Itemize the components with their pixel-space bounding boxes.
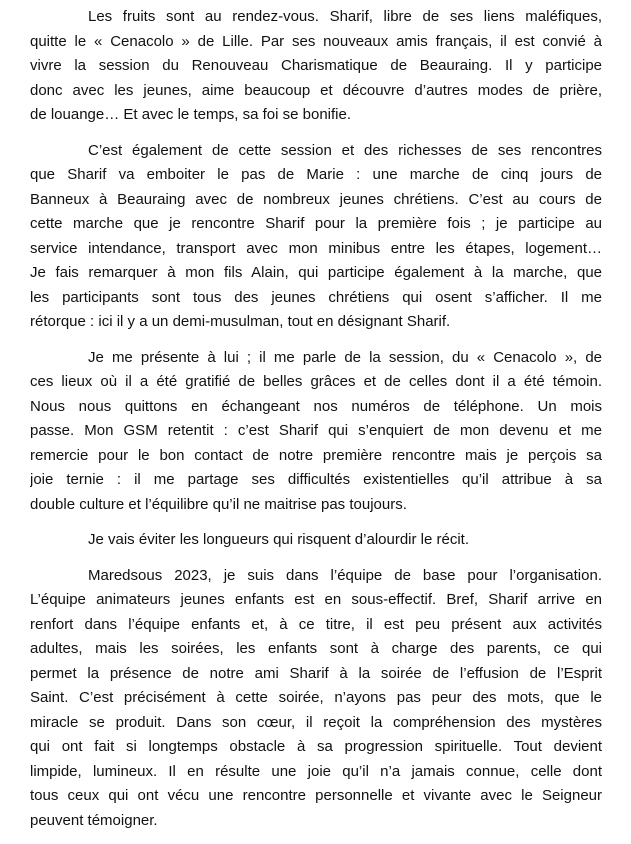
text-line: limpide, lumineux. Il en résulte une joie qu’il n’a jamais connue, celle dont — [30, 762, 602, 780]
text-line: qui ont fait si longtemps obstacle à sa progression spirituelle. Tout devient — [30, 738, 602, 755]
text-line: vivre la session du Renouveau Charismatique de Beauraing. Il y participe — [30, 57, 602, 74]
text-line: de louange… Et avec le temps, sa foi se bonifie. — [30, 106, 352, 123]
document-page — [30, 5, 602, 844]
text-line: joie ternie : il me partage ses difficultés existentielles qu’il attribue à sa — [30, 471, 602, 488]
text-line: Banneux à Beauraing avec de nombreux jeunes chrétiens. C’est au cours de — [30, 190, 602, 208]
text-line: double culture et l’équilibre qu’il ne maitrise pas toujours. — [30, 495, 407, 513]
text-line: Je me présente à lui ; il me parle de la session, du « Cenacolo », de — [88, 348, 602, 366]
text-line: Je vais éviter les longueurs qui risquent d’alourdir le récit. — [88, 531, 470, 548]
paragraph — [30, 346, 602, 518]
text-line: que Sharif va emboiter le pas de Marie : une marche de cinq jours de — [30, 166, 602, 183]
text-line: Maredsous 2023, je suis dans l’équipe de base pour l’organisation. — [88, 566, 602, 584]
text-line: miracle se produit. Dans son cœur, il reçoit la compréhension des mystères — [30, 713, 602, 731]
text-line: cette marche que je rencontre Sharif pour la première fois ; je participe au — [30, 215, 602, 232]
text-line: adultes, mais les soirées, les enfants sont à charge des parents, ce qui — [30, 640, 602, 657]
text-line: passe. Mon GSM retentit : c’est Sharif qui s’enquiert de mon devenu et me — [30, 422, 602, 439]
paragraph — [30, 5, 602, 128]
text-line: permet la présence de notre ami Sharif à la soirée de l’effusion de l’Esprit — [30, 664, 602, 682]
text-line: L’équipe animateurs jeunes enfants est en sous-effectif. Bref, Sharif arrive en — [30, 591, 602, 608]
text-line: C’est également de cette session et des richesses de ses rencontres — [88, 141, 602, 159]
text-line: renfort dans l’équipe enfants et, à ce titre, il est peu présent aux activités — [30, 615, 602, 633]
text-line: rétorque : ici il y a un demi-musulman, tout en désignant Sharif. — [30, 313, 451, 330]
text-line: Je fais remarquer à mon fils Alain, qui participe également à la marche, que — [30, 264, 602, 281]
text-line: Saint. C’est précisément à cette soirée, n’ayons pas peur des mots, que le — [30, 689, 602, 706]
paragraph — [30, 139, 602, 335]
text-line: tous ceux qui ont vécu une rencontre personnelle et vivante avec le Seigneur — [30, 787, 602, 804]
paragraph — [30, 564, 602, 834]
text-line: donc avec les jeunes, aime beaucoup et découvre d’autres modes de prière, — [30, 81, 602, 99]
text-line: les participants sont tous des jeunes chrétiens qui osent s’afficher. Il me — [30, 288, 602, 306]
text-line: quitte le « Cenacolo » de Lille. Par ses nouveaux amis français, il est convié à — [30, 32, 602, 50]
text-line: Nous nous quittons en échangeant nos numéros de téléphone. Un mois — [30, 397, 602, 415]
paragraph — [30, 528, 602, 553]
text-line: service intendance, transport avec mon minibus entre les étapes, logement… — [30, 239, 602, 257]
text-line: Les fruits sont au rendez-vous. Sharif, libre de ses liens maléfiques, — [88, 8, 602, 25]
text-line: remercie pour le bon contact de notre première rencontre mais je perçois sa — [30, 446, 602, 464]
text-line: peuvent témoigner. — [30, 811, 158, 829]
text-line: ces lieux où il a été gratifié de belles grâces et de celles dont il a été témoin. — [30, 373, 602, 390]
